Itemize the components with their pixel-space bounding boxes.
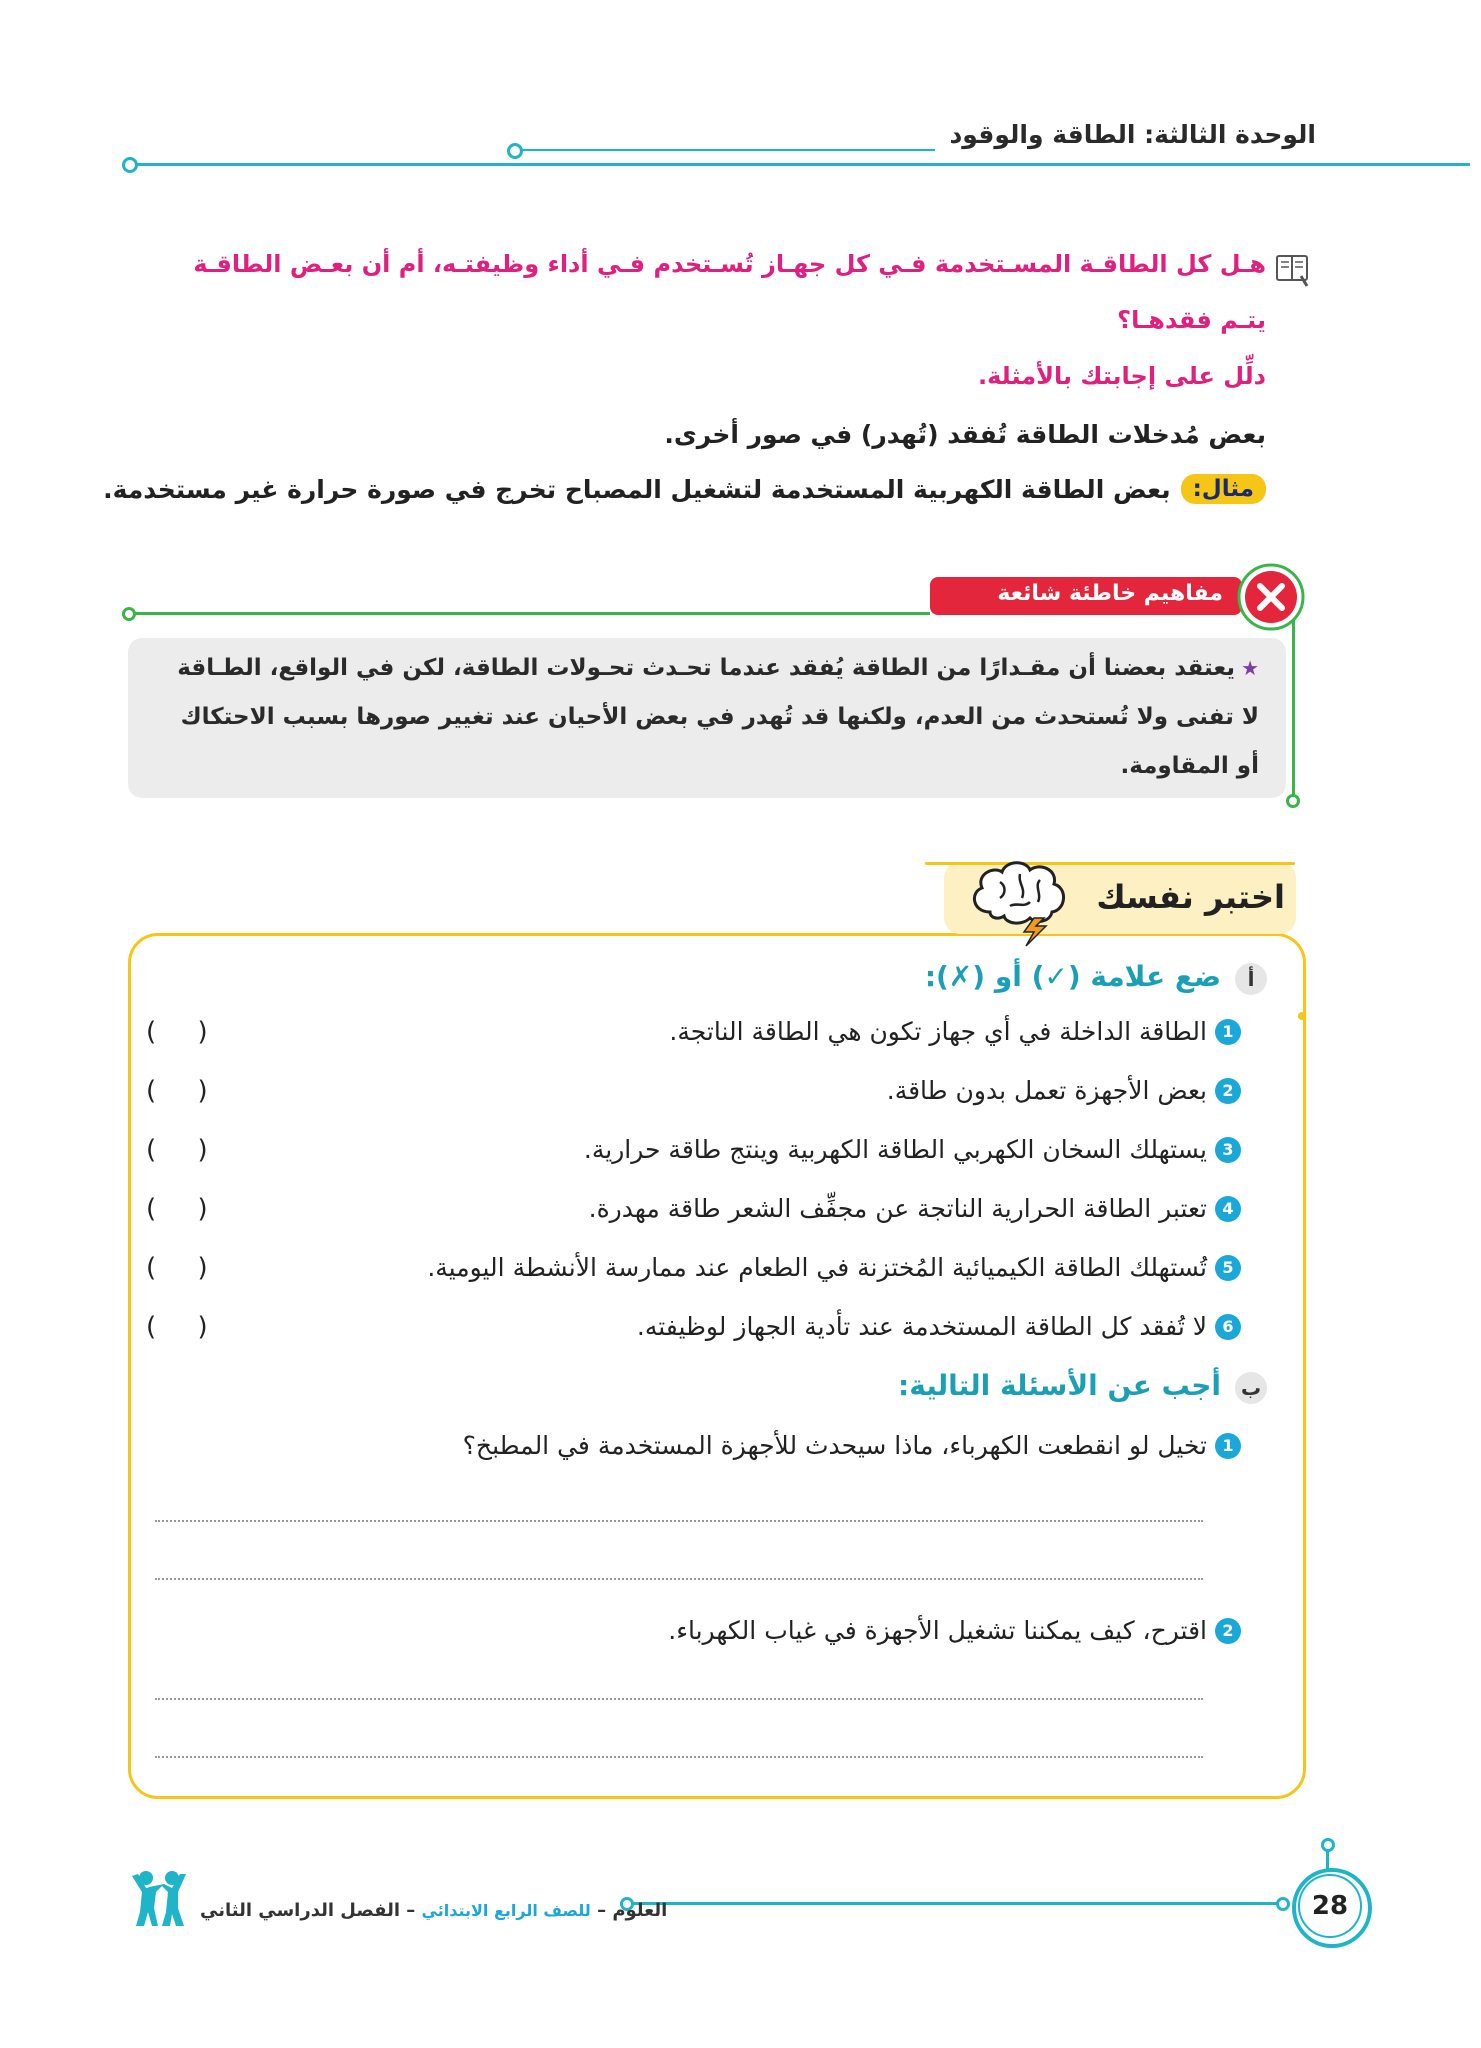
misconception-line-2: لا تفنى ولا تُستحدث من العدم، ولكنها قد تُهدر في بعض الأحيان عند تغيير صورها بسبب الاحتكاك	[180, 704, 1259, 730]
wrong-x-icon	[1236, 562, 1306, 632]
misconception-rule	[130, 612, 930, 615]
footer-term: – الفصل الدراسي الثاني	[200, 1900, 416, 1921]
example-text: بعض الطاقة الكهربية المستخدمة لتشغيل المصباح تخرج في صورة حرارة غير مستخدمة.	[103, 474, 1171, 504]
misconception-line-3: أو المقاومة.	[1120, 753, 1259, 779]
footer-dot-right	[1276, 1897, 1290, 1911]
misconception-side-rule	[1292, 610, 1295, 800]
number-badge: 3	[1215, 1137, 1241, 1163]
number-badge: 5	[1215, 1255, 1241, 1281]
question-line-2: يتـم فقدهـا؟	[1117, 306, 1266, 334]
answer-paren-1[interactable]: ( )	[146, 1017, 208, 1047]
answer-paren-4[interactable]: ( )	[146, 1194, 208, 1224]
item-a-1: 1 الطاقة الداخلة في أي جهاز تكون هي الطاقة الناتجة.	[669, 1017, 1241, 1046]
number-badge: 6	[1215, 1314, 1241, 1340]
header-dot-mid	[507, 143, 523, 159]
number-badge: 2	[1215, 1078, 1241, 1104]
book-question-icon	[1271, 248, 1313, 290]
footer-rule	[628, 1902, 1283, 1905]
answer-paren-6[interactable]: ( )	[146, 1312, 208, 1342]
header-rule-short	[515, 149, 935, 151]
section-b-letter: ب	[1235, 1372, 1267, 1404]
answer-paren-3[interactable]: ( )	[146, 1135, 208, 1165]
answer-line-b1-1[interactable]	[155, 1520, 1203, 1522]
footer-text	[200, 1900, 667, 1921]
kids-logo-icon	[128, 1868, 190, 1928]
brain-icon	[960, 852, 1080, 947]
example-badge: مثال:	[1181, 474, 1266, 504]
example-row	[103, 474, 1266, 504]
section-a-title: ضع علامة (✓) أو (✗):	[924, 960, 1221, 993]
section-a-letter: أ	[1235, 963, 1267, 995]
answer-line-b1-2[interactable]	[155, 1578, 1203, 1580]
misconception-dot	[122, 607, 136, 621]
item-a-4: 4 تعتبر الطاقة الحرارية الناتجة عن مجفِّف الشعر طاقة مهدرة.	[589, 1194, 1241, 1223]
question-line-1: هـل كل الطاقـة المسـتخدمة فـي كل جهـاز تُسـتخدم فـي أداء وظيفتـه، أم أن بعـض الطاقـة	[193, 250, 1266, 278]
number-badge: 2	[1215, 1618, 1241, 1644]
page-connector-dot	[1321, 1838, 1335, 1852]
misconception-title: مفاهيم خاطئة شائعة	[997, 581, 1223, 606]
number-badge: 4	[1215, 1196, 1241, 1222]
star-icon: ★	[1241, 656, 1259, 680]
answer-line-b2-2[interactable]	[155, 1756, 1203, 1758]
item-b-2: 2 اقترح، كيف يمكننا تشغيل الأجهزة في غياب الكهرباء.	[668, 1616, 1241, 1645]
header-rule	[130, 163, 1470, 166]
footer-grade: للصف الرابع الابتدائي	[421, 1901, 591, 1920]
test-frame	[128, 933, 1306, 1799]
question-line-3: دلِّل على إجابتك بالأمثلة.	[978, 362, 1266, 390]
test-title: اختبر نفسك	[1096, 878, 1285, 916]
item-a-5: 5 تُستهلك الطاقة الكيميائية المُختزنة في الطعام عند ممارسة الأنشطة اليومية.	[427, 1253, 1241, 1282]
item-b-1: 1 تخيل لو انقطعت الكهرباء، ماذا سيحدث للأجهزة المستخدمة في المطبخ؟	[463, 1431, 1241, 1460]
item-a-3: 3 يستهلك السخان الكهربي الطاقة الكهربية وينتج طاقة حرارية.	[584, 1135, 1241, 1164]
number-badge: 1	[1215, 1433, 1241, 1459]
number-badge: 1	[1215, 1019, 1241, 1045]
item-a-6: 6 لا تُفقد كل الطاقة المستخدمة عند تأدية الجهاز لوظيفته.	[637, 1312, 1241, 1341]
header-dot-left	[122, 157, 138, 173]
section-b-title: أجب عن الأسئلة التالية:	[898, 1369, 1221, 1402]
section-a-marker	[1298, 1012, 1306, 1020]
answer-text: بعض مُدخلات الطاقة تُفقد (تُهدر) في صور أخرى.	[664, 420, 1266, 449]
misconception-line-1: ★يعتقد بعضنا أن مقـدارًا من الطاقة يُفقد عندما تحـدث تحـولات الطاقة، لكن في الواقع، الطـاقة	[177, 655, 1259, 681]
answer-paren-5[interactable]: ( )	[146, 1253, 208, 1283]
answer-line-b2-1[interactable]	[155, 1698, 1203, 1700]
item-a-2: 2 بعض الأجهزة تعمل بدون طاقة.	[887, 1076, 1241, 1105]
answer-paren-2[interactable]: ( )	[146, 1076, 208, 1106]
unit-title: الوحدة الثالثة: الطاقة والوقود	[949, 120, 1316, 149]
page-number: 28	[1298, 1874, 1362, 1938]
misconception-side-dot	[1286, 794, 1300, 808]
footer-subject: العلوم –	[597, 1900, 668, 1921]
